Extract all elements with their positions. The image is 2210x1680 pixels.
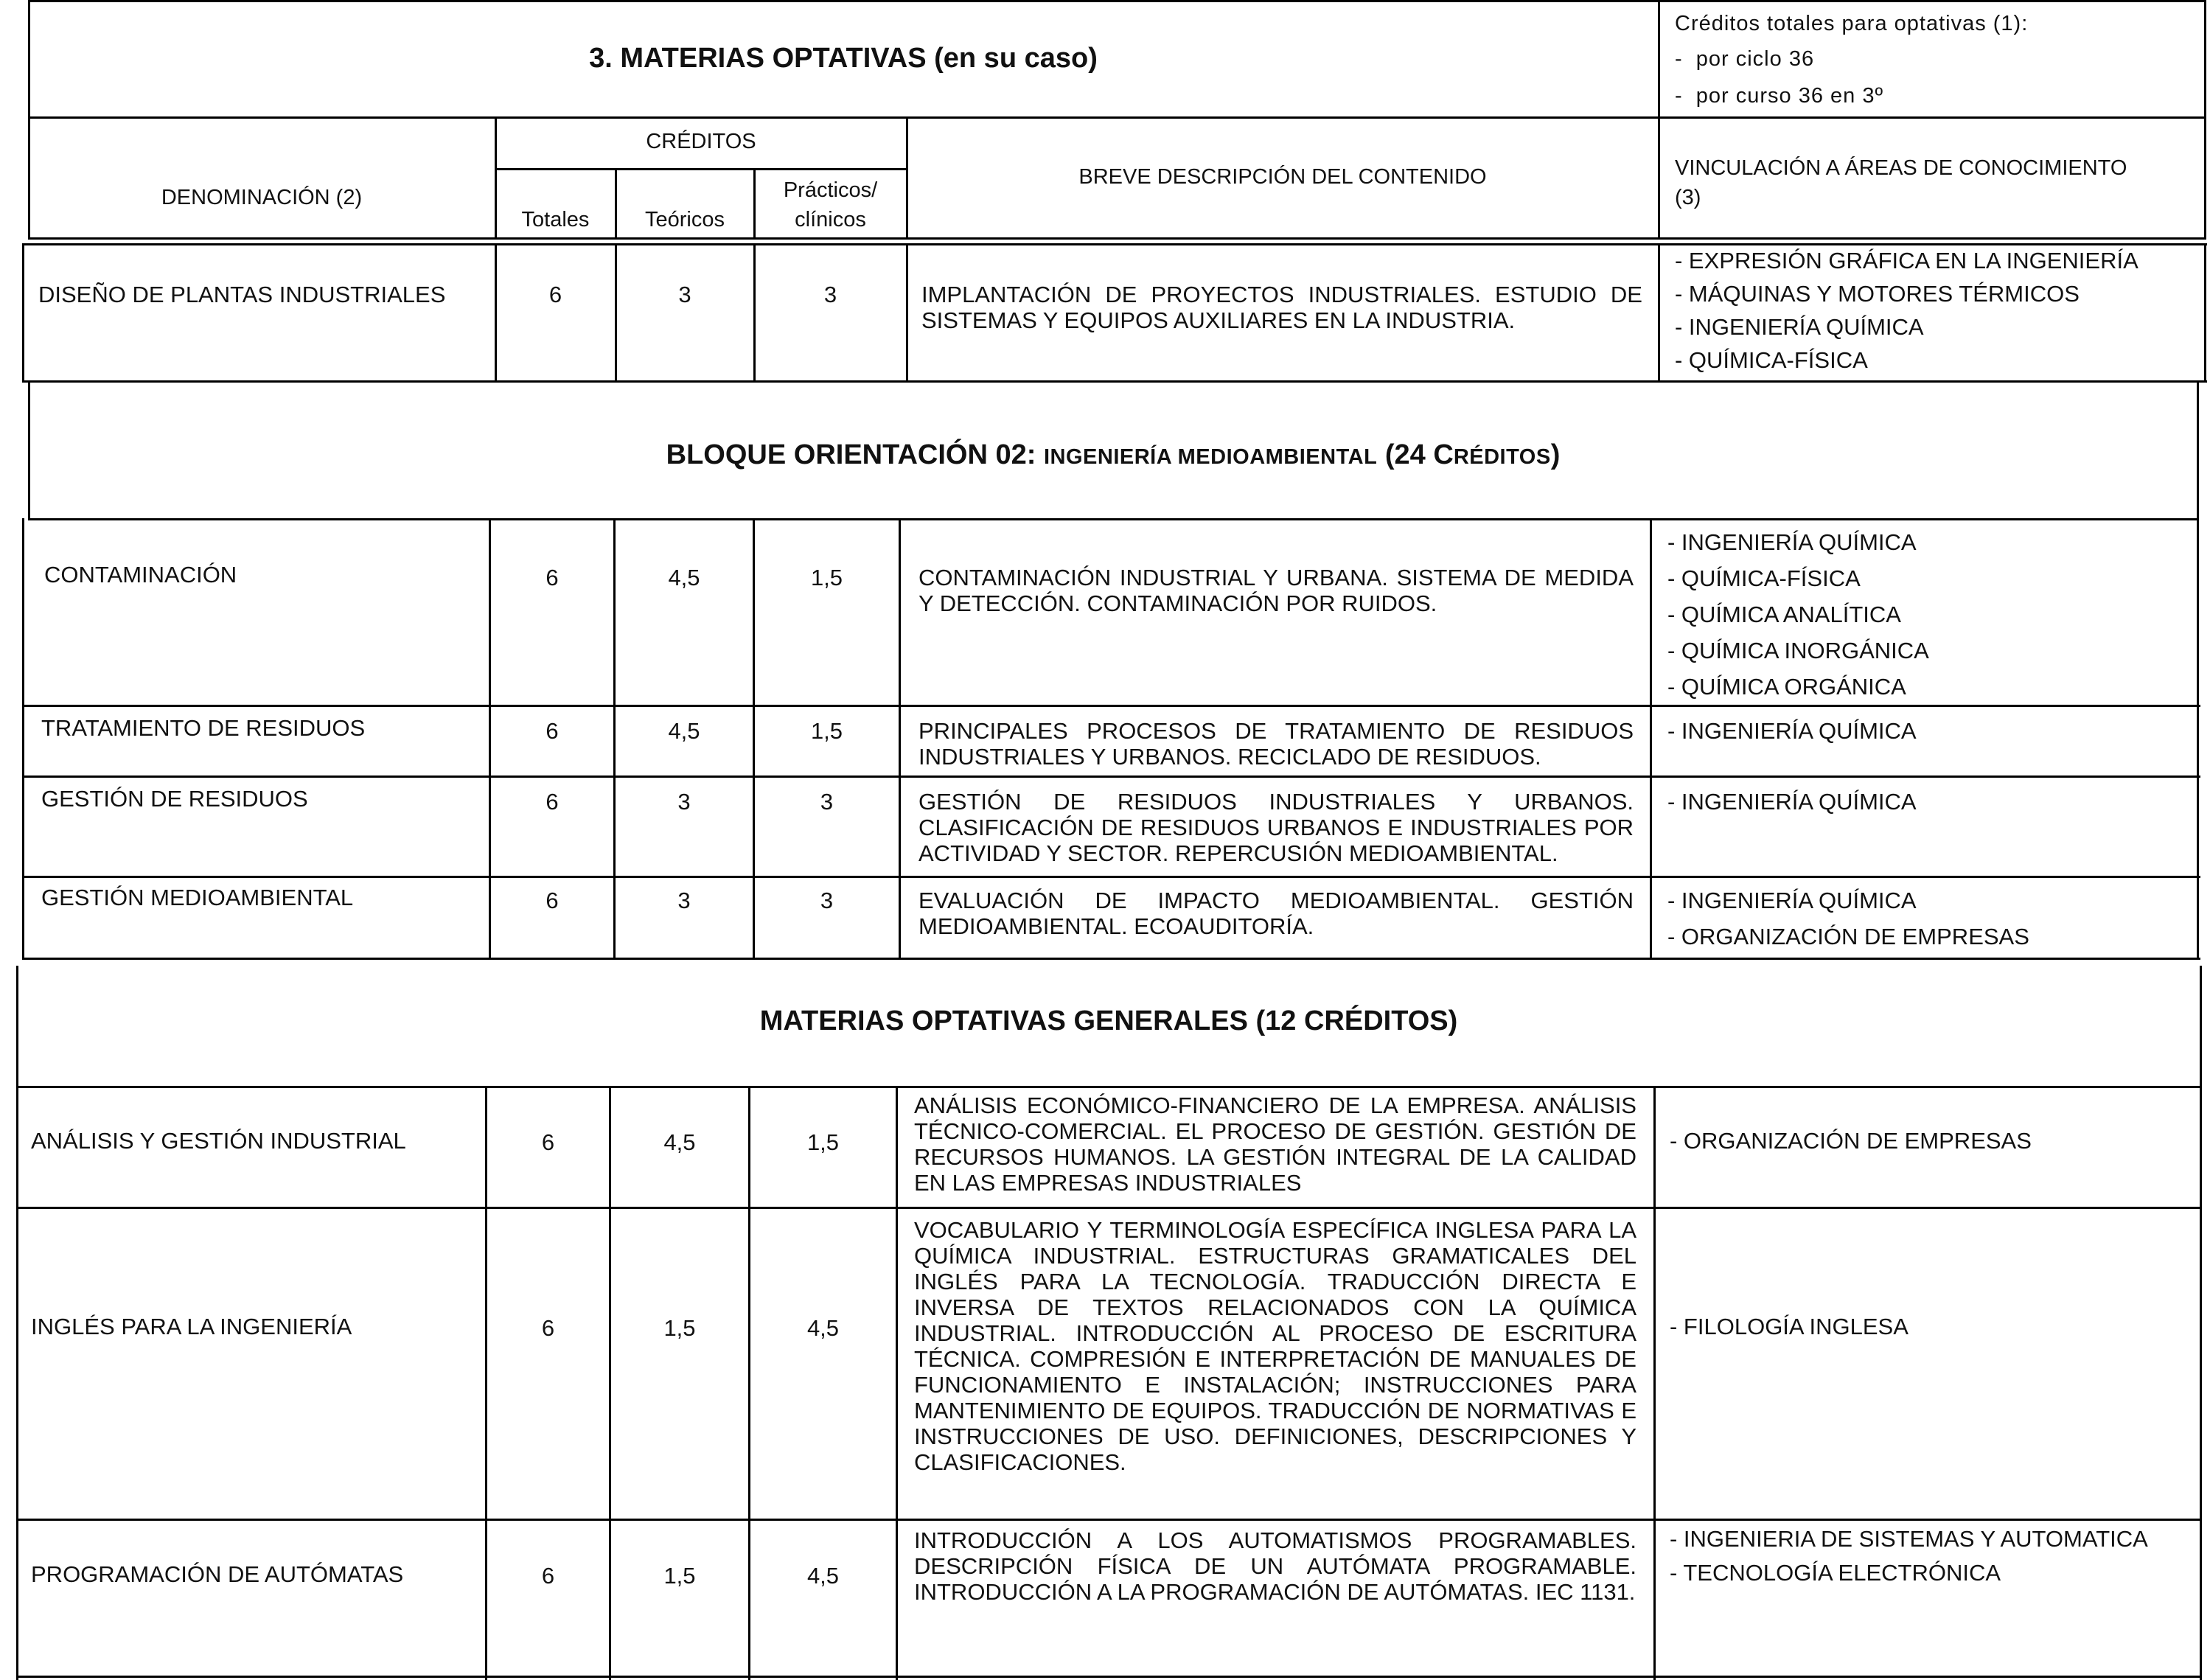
col-header-clinicos: clínicos bbox=[795, 208, 866, 231]
knowledge-area: - ORGANIZACIÓN DE EMPRESAS bbox=[1667, 924, 2029, 949]
credits-practice: 3 bbox=[823, 282, 837, 307]
subject-description: CONTAMINACIÓN INDUSTRIAL Y URBANA. SISTEMA DE MEDIDA Y DETECCIÓN. CONTAMINACIÓN POR RUIDOS. bbox=[918, 565, 1634, 616]
col-header-totales: Totales bbox=[521, 208, 590, 231]
credits-theory: 1,5 bbox=[663, 1315, 696, 1341]
credits-total: 6 bbox=[541, 1315, 555, 1341]
col-header-creditos: CRÉDITOS bbox=[646, 130, 756, 153]
col-header-vinculacion: VINCULACIÓN A ÁREAS DE CONOCIMIENTO bbox=[1675, 156, 2127, 180]
credits-total: 6 bbox=[545, 565, 559, 590]
subject-description: IMPLANTACIÓN DE PROYECTOS INDUSTRIALES. ESTUDIO DE SISTEMAS Y EQUIPOS AUXILIARES EN LA INDUSTRIA. bbox=[921, 282, 1642, 333]
credits-total: 6 bbox=[545, 718, 559, 744]
knowledge-area: - ORGANIZACIÓN DE EMPRESAS bbox=[1670, 1128, 2032, 1154]
credits-total: 6 bbox=[541, 1129, 555, 1155]
knowledge-area: - TECNOLOGÍA ELECTRÓNICA bbox=[1670, 1560, 2001, 1586]
knowledge-area: - FILOLOGÍA INGLESA bbox=[1670, 1314, 1909, 1339]
subject-name: GESTIÓN DE RESIDUOS bbox=[41, 786, 308, 812]
knowledge-area: - QUÍMICA ORGÁNICA bbox=[1667, 674, 1906, 700]
knowledge-area: - QUÍMICA ANALÍTICA bbox=[1667, 602, 1901, 627]
credits-practice: 1,5 bbox=[806, 1129, 840, 1155]
block-credits-word: RÉDITOS bbox=[1453, 445, 1551, 469]
subject-description: PRINCIPALES PROCESOS DE TRATAMIENTO DE RESIDUOS INDUSTRIALES Y URBANOS. RECICLADO DE RESIDUOS. bbox=[918, 718, 1634, 770]
subject-name: INGLÉS PARA LA INGENIERÍA bbox=[31, 1314, 352, 1339]
credits-practice: 4,5 bbox=[806, 1315, 840, 1341]
credits-total: 6 bbox=[548, 282, 562, 307]
subject-description: EVALUACIÓN DE IMPACTO MEDIOAMBIENTAL. GESTIÓN MEDIOAMBIENTAL. ECOAUDITORÍA. bbox=[918, 888, 1634, 939]
col-header-teoricos: Teóricos bbox=[645, 208, 725, 231]
credits-theory: 4,5 bbox=[668, 718, 700, 744]
block-prefix: BLOQUE ORIENTACIÓN 02: bbox=[666, 439, 1044, 470]
subject-description: ANÁLISIS ECONÓMICO-FINANCIERO DE LA EMPRESA. ANÁLISIS TÉCNICO-COMERCIAL. EL PROCESO DE GESTIÓN. GESTIÓN DE RECURSOS HUMANOS. LA GESTIÓN INTEGRAL DE LA CALIDAD EN LAS EMPRESAS INDUSTRIALES bbox=[914, 1092, 1636, 1196]
subject-description: VOCABULARIO Y TERMINOLOGÍA ESPECÍFICA INGLESA PARA LA QUÍMICA INDUSTRIAL. ESTRUCTURAS GRAMATICALES DEL INGLÉS PARA LA TECNOLOGÍA. TRADUCCIÓN DIRECTA E INVERSA DE TEXTOS RELACIONADOS CON LA QUÍMICA INDUSTRIAL. INTRODUCCIÓN AL PROCESO DE ESCRITURA TÉCNICA. COMPRESIÓN E INTERPRETACIÓN DE MANUALES DE FUNCIONAMIENTO E INSTALACIÓN; INSTRUCCIONES PARA MANTENIMIENTO DE EQUIPOS. TRADUCCIÓN DE NORMATIVAS E INSTRUCCIONES DE USO. DEFINICIONES, DESCRIPCIONES Y CLASIFICACIONES. bbox=[914, 1217, 1636, 1475]
block-credits-open: (24 C bbox=[1377, 439, 1454, 470]
col-header-vinculacion-note: (3) bbox=[1675, 186, 1701, 209]
col-header-practicos: Prácticos/ bbox=[783, 178, 878, 202]
credits-total: 6 bbox=[545, 789, 559, 815]
subject-description: INTRODUCCIÓN A LOS AUTOMATISMOS PROGRAMABLES. DESCRIPCIÓN FÍSICA DE UN AUTÓMATA PROGRAMABLE. INTRODUCCIÓN A LA PROGRAMACIÓN DE AUTÓMATAS. IEC 1131. bbox=[914, 1527, 1636, 1605]
credits-practice: 3 bbox=[820, 888, 834, 913]
subject-name: GESTIÓN MEDIOAMBIENTAL bbox=[41, 885, 354, 910]
knowledge-area: - MÁQUINAS Y MOTORES TÉRMICOS bbox=[1675, 281, 2080, 307]
credits-total-label: Créditos totales para optativas (1): bbox=[1675, 12, 2029, 35]
knowledge-area: - EXPRESIÓN GRÁFICA EN LA INGENIERÍA bbox=[1675, 248, 2138, 273]
credits-theory: 4,5 bbox=[668, 565, 700, 590]
credits-per-cycle: - por ciclo 36 bbox=[1675, 47, 1815, 71]
subject-description: GESTIÓN DE RESIDUOS INDUSTRIALES Y URBANOS. CLASIFICACIÓN DE RESIDUOS URBANOS E INDUSTRIALES POR ACTIVIDAD Y SECTOR. REPERCUSIÓN MEDIOAMBIENTAL. bbox=[918, 789, 1634, 866]
credits-theory: 4,5 bbox=[663, 1129, 696, 1155]
knowledge-area: - QUÍMICA-FÍSICA bbox=[1667, 565, 1861, 591]
section-title: 3. MATERIAS OPTATIVAS (en su caso) bbox=[589, 43, 1098, 74]
knowledge-area: - INGENIERIA DE SISTEMAS Y AUTOMATICA bbox=[1670, 1526, 2148, 1552]
knowledge-area: - INGENIERÍA QUÍMICA bbox=[1667, 789, 1917, 815]
block-orientation-02-title bbox=[29, 439, 2197, 471]
knowledge-area: - INGENIERÍA QUÍMICA bbox=[1667, 888, 1917, 913]
credits-practice: 1,5 bbox=[810, 718, 843, 744]
subject-name: PROGRAMACIÓN DE AUTÓMATAS bbox=[31, 1561, 404, 1587]
credits-practice: 3 bbox=[820, 789, 834, 815]
knowledge-area: - QUÍMICA-FÍSICA bbox=[1675, 347, 1868, 373]
credits-total: 6 bbox=[545, 888, 559, 913]
credits-practice: 1,5 bbox=[810, 565, 843, 590]
col-header-denominacion: DENOMINACIÓN (2) bbox=[161, 186, 363, 209]
subject-name: TRATAMIENTO DE RESIDUOS bbox=[41, 715, 366, 741]
knowledge-area: - INGENIERÍA QUÍMICA bbox=[1675, 314, 1924, 340]
subject-name: ANÁLISIS Y GESTIÓN INDUSTRIAL bbox=[31, 1128, 406, 1154]
credits-theory: 1,5 bbox=[663, 1563, 696, 1589]
credits-per-course: - por curso 36 en 3º bbox=[1675, 84, 1884, 108]
col-header-descripcion: BREVE DESCRIPCIÓN DEL CONTENIDO bbox=[1078, 165, 1487, 189]
knowledge-area: - QUÍMICA INORGÁNICA bbox=[1667, 638, 1929, 663]
credits-theory: 3 bbox=[677, 888, 691, 913]
subject-name: DISEÑO DE PLANTAS INDUSTRIALES bbox=[38, 282, 446, 307]
subject-name: CONTAMINACIÓN bbox=[44, 562, 237, 588]
credits-practice: 4,5 bbox=[806, 1563, 840, 1589]
knowledge-area: - INGENIERÍA QUÍMICA bbox=[1667, 529, 1917, 555]
credits-theory: 3 bbox=[678, 282, 691, 307]
knowledge-area: - INGENIERÍA QUÍMICA bbox=[1667, 718, 1917, 744]
block-name: INGENIERÍA MEDIOAMBIENTAL bbox=[1043, 445, 1378, 469]
general-optatives-title: MATERIAS OPTATIVAS GENERALES (12 CRÉDITOS) bbox=[759, 1005, 1458, 1036]
block-credits-close: ) bbox=[1550, 439, 1561, 470]
credits-theory: 3 bbox=[677, 789, 691, 815]
credits-total: 6 bbox=[541, 1563, 555, 1589]
